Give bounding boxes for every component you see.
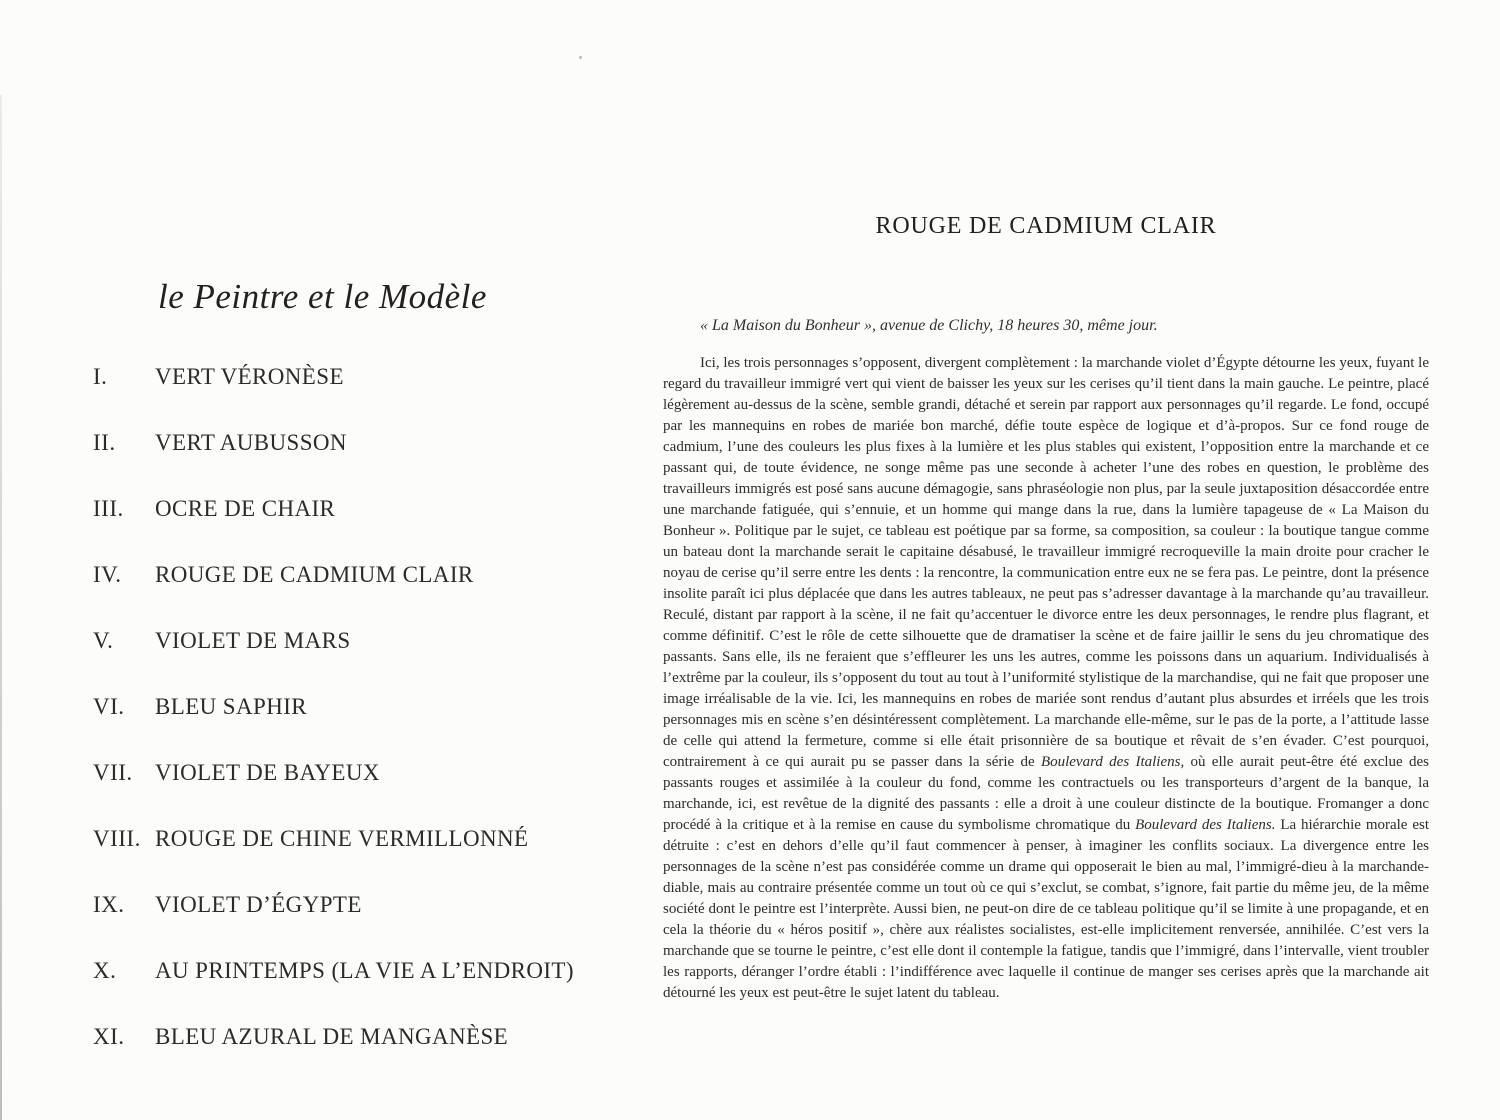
toc-item bbox=[93, 1025, 653, 1049]
right-page bbox=[663, 212, 1429, 1004]
toc-list bbox=[93, 365, 653, 1049]
toc-label: AU PRINTEMPS (LA VIE A L’ENDROIT) bbox=[155, 958, 574, 983]
toc-numeral: XI. bbox=[93, 1024, 125, 1049]
toc-item bbox=[93, 959, 653, 983]
toc-label: VIOLET D’ÉGYPTE bbox=[155, 892, 362, 917]
toc-numeral: I. bbox=[93, 364, 108, 389]
toc-label: BLEU AZURAL DE MANGANÈSE bbox=[155, 1024, 509, 1049]
toc-item bbox=[93, 893, 653, 917]
toc-item bbox=[93, 563, 653, 587]
toc-label: VIOLET DE MARS bbox=[155, 628, 351, 653]
toc-item bbox=[93, 431, 653, 455]
body-segment: Ici, les trois personnages s’opposent, divergent complètement : la marchande violet d’Égypte détourne les yeux, fuyant le regard du travailleur immigré vert qui vient de baisser les yeux sur les cerises qu’il tient dans la main gauche. Le peintre, placé légèrement au-dessus de la scène, semble grandi, détaché et serein par rapport aux personnages qu’il regarde. Le fond, occupé par les mannequins en robes de mariée bon marché, défie toute espèce de logique et d’à-propos. Sur ce fond rouge de cadmium, l’une des couleurs les plus fixes à la lumière et les plus stables qui existent, l’opposition entre la marchande et ce passant qui, de toute évidence, ne songe même pas une seconde à acheter l’une des robes en question, le problème des travailleurs immigrés est posé sans aucune démagogie, sans phraséologie non plus, par la seule juxtaposition désaccordée entre une marchande fatiguée, qui s’ennuie, et un homme qui mange dans la rue, dans la lumière tapageuse de « La Maison du Bonheur ». Politique par le sujet, ce tableau est poétique par sa forme, sa composition, sa couleur : la boutique tangue comme un bateau dont la marchande serait le capitaine désabusé, le travailleur immigré recroqueville la main droite pour cracher le noyau de cerise qu’il serre entre les dents : la rencontre, la communication entre eux ne se fera pas. Le peintre, dont la présence insolite paraît ici plus déplacée que dans les autres tableaux, ne peut pas s’adresser davantage à la marchande qu’au travailleur. Reculé, distant par rapport à la scène, il ne fait qu’accentuer le divorce entre les deux personnages, le rendre plus flagrant, et comme définitif. C’est le rôle de cette silhouette que de dramatiser la scène et de faire jaillir le sens du jeu chromatique des passants. Sans elle, ils ne feraient que s’effleurer les uns les autres, comme les poissons dans un aquarium. Individualisés à l’extrême par la couleur, ils s’opposent du tout au tout à l’uniformité stylistique de la marchandise, qui ne fait que proposer une image irréalisable de la vie. Ici, les mannequins en robes de mariée sont rendus d’autant plus absurdes et irréels que les trois personnages mis en scène s’en désintéressent complètement. La marchande elle-même, sur le pas de la porte, a l’attitude lasse de celle qui attend la fermeture, comme si elle était prisonnière de sa boutique et rêvait de s’en évader. C’est pourquoi, contrairement à ce qui aurait pu se passer dans la série de bbox=[663, 355, 1429, 770]
body-segment-italic: Boulevard des Italiens, bbox=[1040, 754, 1185, 770]
toc-label: VERT VÉRONÈSE bbox=[155, 364, 344, 389]
toc-numeral: VIII. bbox=[93, 826, 141, 851]
toc-numeral: IV. bbox=[93, 562, 122, 587]
toc-item bbox=[93, 629, 653, 653]
book-section-title: le Peintre et le Modèle bbox=[158, 277, 487, 316]
toc-label: VIOLET DE BAYEUX bbox=[155, 760, 380, 785]
toc-numeral: X. bbox=[93, 958, 117, 983]
toc-numeral: V. bbox=[93, 628, 114, 653]
toc-item bbox=[93, 497, 653, 521]
scan-edge-artifact bbox=[0, 95, 2, 1120]
toc-label: VERT AUBUSSON bbox=[155, 430, 347, 455]
toc-label: ROUGE DE CADMIUM CLAIR bbox=[155, 562, 474, 587]
toc-numeral: III. bbox=[93, 496, 124, 521]
toc-numeral: II. bbox=[93, 430, 116, 455]
toc-label: OCRE DE CHAIR bbox=[155, 496, 336, 521]
left-page bbox=[93, 276, 653, 1091]
body-segment: où elle aurait peut-être été exclue des passants rouges et assimilée à la couleur du fond, comme les contractuels ou les transporteurs d’argent de la banque, la marchande, ici, est revêtue de la dignité des passants : elle a droit à une couleur distincte de la boutique. Fromanger a donc procédé à la critique et à la remise en cause du symbolisme chromatique du bbox=[663, 754, 1429, 833]
toc-label: BLEU SAPHIR bbox=[155, 694, 308, 719]
toc-item bbox=[93, 827, 653, 851]
toc-label: ROUGE DE CHINE VERMILLONNÉ bbox=[155, 826, 529, 851]
chapter-epigraph: « La Maison du Bonheur », avenue de Clichy, 18 heures 30, même jour. bbox=[700, 317, 1158, 334]
toc-numeral: VI. bbox=[93, 694, 125, 719]
chapter-body bbox=[663, 353, 1429, 1004]
toc-item bbox=[93, 761, 653, 785]
toc-numeral: IX. bbox=[93, 892, 125, 917]
body-segment-italic: Boulevard des Italiens. bbox=[1135, 817, 1276, 833]
toc-item bbox=[93, 695, 653, 719]
scan-speck-artifact bbox=[579, 56, 582, 59]
toc-numeral: VII. bbox=[93, 760, 133, 785]
toc-item bbox=[93, 365, 653, 389]
chapter-title: ROUGE DE CADMIUM CLAIR bbox=[875, 213, 1217, 239]
body-segment: La hiérarchie morale est détruite : c’est en dehors d’elle qu’il faut commencer à penser, à imaginer les conflits sociaux. La divergence entre les personnages de la scène n’est pas considérée comme un drame qui opposerait le bien au mal, l’immigré-dieu à la marchande-diable, mais au contraire présentée comme un tout où ce qui s’exclut, se combat, s’ignore, fait partie du même jeu, de la même société dont le peintre est l’interprète. Aussi bien, ne peut-on dire de ce tableau politique qu’il se limite à une propagande, et en cela la théorie du « héros positif », chère aux réalistes socialistes, est-elle implicitement renversée, annihilée. C’est vers la marchande que se tourne le peintre, c’est elle dont il contemple la fatigue, tandis que l’immigré, dans l’intervalle, vient troubler les rapports, déranger l’ordre établi : l’indifférence avec laquelle il continue de manger ses cerises après que la marchande ait détourné les yeux est peut-être le sujet latent du tableau. bbox=[663, 817, 1429, 1001]
